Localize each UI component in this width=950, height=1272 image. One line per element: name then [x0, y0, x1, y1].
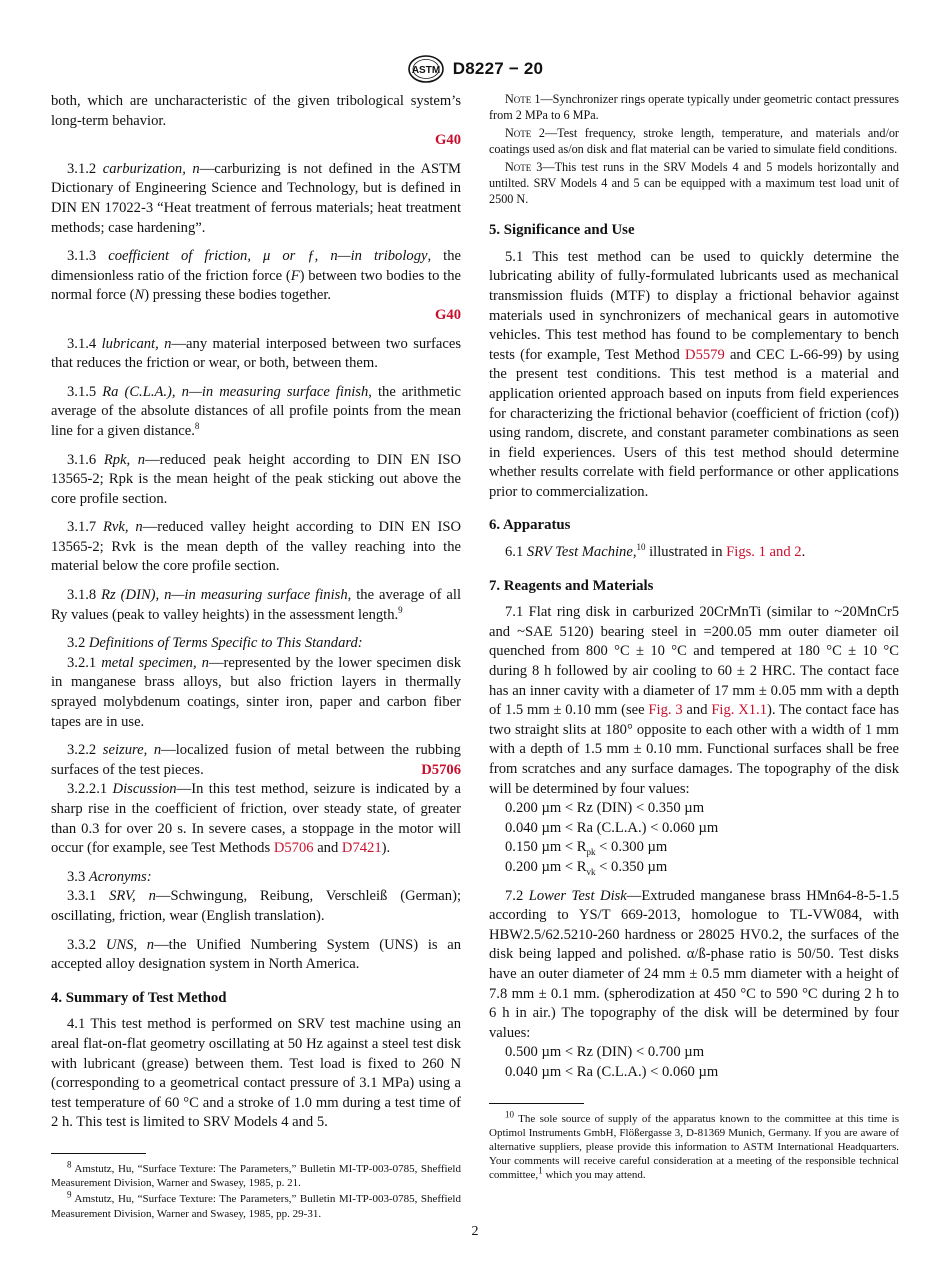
value-line: 0.150 $\mu m < R_{pk} < 0.300$ µm	[505, 839, 668, 858]
left-column	[51, 92, 461, 1223]
discussion-3-2-2-1: 3.2.2.1 Discussion—In this test method, seizure is indicated by a sharp rise in the coefficient of friction, over steady state, of greater than 0.3 for over 20 s. In severe cases, a stoppage in the motor will occur (for example, see Test Methods D5706 and D7421).	[51, 781, 462, 857]
logo-text: ASTM	[411, 65, 440, 76]
definition-3-3-1: 3.3.1 SRV, n—Schwingung, Reibung, Verschleiß (German); oscillating, friction, wear (English translation).	[51, 888, 461, 924]
figure-link-figs-1-2[interactable]: Figs. 1 and 2	[726, 544, 802, 561]
page-header	[0, 54, 950, 84]
section-heading-5: 5. Significance and Use	[489, 222, 635, 239]
figure-link-fig-3[interactable]: Fig. 3	[648, 702, 683, 719]
section-heading-6: 6. Apparatus	[489, 517, 571, 534]
definition-3-1-2: 3.1.2 carburization, n—carburizing is not defined in the ASTM Dictionary of Engineering Science and Technology, but is defined in DIN EN 17022-3 “Heat treatment of ferrous materials; heat treatment methods; case hardening”.	[51, 160, 462, 236]
reference-link-g40[interactable]: G40	[435, 306, 461, 323]
figure-link-fig-x1-1[interactable]: Fig. X1.1	[711, 702, 768, 719]
footnote-9: $^9$ Amstutz, Hu, “Surface Texture: The Parameters,” Bulletin MI-TP-003-0785, Sheffield Measurement Division, Warner and Swasey, 1985, pp. 29-31.	[51, 1189, 461, 1220]
value-line: 0.200 µm < Rz (DIN) < 0.350 µm	[505, 800, 705, 817]
reference-link-d5706[interactable]: D5706	[273, 840, 314, 857]
paragraph-5-1: 5.1 This test method can be used to quickly determine the lubricating ability of fully-formulated lubricants used as mechanical transmission fluids (MTF) to display a frictional behavior against materials used in synchronizers of mechanical gears in automotive vehicles. This test method has found to be complementary to bench tests (for example, Test Method D5579 and CEC L-66-99) by using the present test conditions. This test method is a material and application oriented approach based on inputs from field experiences for characterizing the frictional behavior (coefficient of friction (cof)) using random, discrete, and constant parameter combinations as seen in field experiences. Users of this test method should determine whether results correlate with field performance or other applications prior to commercialization.	[489, 248, 899, 500]
section-heading-7: 7. Reagents and Materials	[489, 577, 654, 594]
footnote-10: $^{10}$ The sole source of supply of the apparatus known to the committee at this time is Optimol Instruments GmbH, Flößergasse 3, D-81369 Munich, Germany. If you are aware of alternative suppliers, please provide this information to ASTM International Headquarters. Your comments will receive careful consideration at a meeting of the responsible technical committee,$^1$ which you may attend.	[489, 1108, 899, 1182]
value-line: 0.040 µm < Ra (C.L.A.) < 0.060 µm	[505, 1063, 719, 1080]
paragraph-4-1: 4.1 This test method is performed on SRV test machine using an areal flat-on-flat geometry oscillating at 50 Hz against a steel test disk with lubricant (grease) between them. Test load is fixed to 260 N (corresponding to a geometrical contact pressure of 3.1 MPa) using a test temperature of 60 °C and a stroke of 1.0 mm during a test time of 2 h. This test is limited to SRV Models 4 and 5.	[51, 1016, 461, 1131]
note-2: Note 2—Test frequency, stroke length, temperature, and materials and/or coatings used as/on disk and flat material can be varied to simulate field conditions.	[489, 126, 899, 156]
document-designation: D8227 − 20	[452, 59, 544, 78]
value-line: 0.200 $\mu m < R_{vk} < 0.350$ µm	[505, 858, 668, 877]
paragraph-7-2: 7.2 Lower Test Disk—Extruded manganese brass HMn64-8-5-1.5 according to YS/T 669-2013, homologue to TL-VW084, with HBW2.5/62.5210-260 hardness or 28025 HV0.2, the surfaces of the disk being lapped and polished. α/ß-phase ratio is 50/50. Test disks have an outer diameter of 24 mm ± 0.5 mm diameter with a height of 7.8 mm ± 0.1 mm. (spherodization at 450 °C to 590 °C during 2 h to 6 h in air.) The topography of the disk will be determined by four values:	[489, 887, 900, 1041]
section-3-2: 3.2 Definitions of Terms Specific to This Standard:	[67, 635, 363, 652]
astm-logo-icon	[407, 54, 445, 84]
footnote-8: $^8$ Amstutz, Hu, “Surface Texture: The Parameters,” Bulletin MI-TP-003-0785, Sheffield Measurement Division, Warner and Swasey, 1985, p. 21.	[51, 1159, 461, 1190]
reference-link-d7421[interactable]: D7421	[341, 840, 382, 857]
value-line: 0.500 µm < Rz (DIN) < 0.700 µm	[505, 1044, 705, 1061]
definition-3-2-2: 3.2.2 seizure, n—localized fusion of metal between the rubbing surfaces of the test pieces. D5706	[51, 741, 461, 780]
right-column	[489, 92, 899, 1185]
definition-3-1-8: 3.1.8 Rz (DIN), n—in measuring surface finish, the average of all Ry values (peak to valley heights) in the assessment length.$^9$	[51, 587, 461, 623]
definition-3-1-7: 3.1.7 Rvk, n—reduced valley height according to DIN EN ISO 13565-2; Rvk is the mean depth of the valley reaching into the material below the core profile section.	[51, 519, 461, 575]
definition-3-2-1: 3.2.1 metal specimen, n—represented by the lower specimen disk in manganese brass alloys, but also friction layers in thermally sprayed molybdenum coatings, sinter iron, paper and carbon fiber tapes are in use.	[51, 654, 461, 730]
reference-link-g40[interactable]: G40	[435, 132, 461, 149]
footnote-divider	[51, 1153, 146, 1154]
definition-3-1-3: 3.1.3 coefficient of friction, μ or ƒ, n—in tribology, the dimensionless ratio of the friction force (F) between two bodies to the normal force (N) pressing these bodies together. G40	[51, 247, 461, 325]
definition-3-1-4: 3.1.4 lubricant, n—any material interposed between two surfaces that reduces the friction or wear, or both, between them.	[51, 335, 462, 372]
paragraph-6-1: 6.1 SRV Test Machine,$^{10}$ illustrated in Figs. 1 and 2.	[505, 542, 806, 561]
definition-3-1-6: 3.1.6 Rpk, n—reduced peak height according to DIN EN ISO 13565-2; Rpk is the mean height of the peak sticking out above the core profile section.	[51, 451, 461, 507]
footnote-marker[interactable]: 10	[636, 542, 646, 553]
footnote-marker[interactable]: 8	[194, 421, 200, 432]
reference-link-d5579[interactable]: D5579	[685, 346, 725, 363]
value-line: 0.040 µm < Ra (C.L.A.) < 0.060 µm	[505, 819, 719, 836]
footnote-marker[interactable]: 9	[398, 604, 403, 615]
paragraph: both, which are uncharacteristic of the given tribological system’s long-term behavior. G40	[51, 92, 461, 151]
page-number: 2	[471, 1224, 479, 1239]
reference-link-d5706[interactable]: D5706	[421, 761, 461, 778]
footnote-divider	[489, 1103, 584, 1104]
definition-3-1-5: 3.1.5 Ra (C.L.A.), n—in measuring surface finish, the arithmetic average of the absolute distances of all profile points from the mean line for a given distance.$^8$	[51, 383, 461, 439]
note-1: Note 1—Synchronizer rings operate typically under geometric contact pressures from 2 MPa to 6 MPa.	[489, 92, 900, 122]
section-3-3: 3.3 Acronyms:	[67, 868, 152, 885]
section-heading-4: 4. Summary of Test Method	[51, 989, 227, 1006]
note-3: Note 3—This test runs in the SRV Models 4 and 5 models horizontally and untilted. SRV Models 4 and 5 can be equipped with a maximum test load unit of 2500 N.	[489, 160, 899, 206]
paragraph-7-1: 7.1 Flat ring disk in carburized 20CrMnTi (similar to ~20MnCr5 and ~SAE 5120) bearing steel in =200.05 mm outer diameter oil quenched from 800 °C ± 10 °C and tempered at 180 °C ± 10 °C during 8 h followed by air cooling to 60 ± 2 HRC. The contact face has an inner cavity with a diameter of 17 mm ± 0.05 mm with a depth of 1.5 mm ± 0.10 mm (see Fig. 3 and Fig. X1.1). The contact face has two straight slits at 180° opposite to each other with a width of 1 mm with a depth of 1.5 mm ± 0.10 mm. Functional surfaces shall be free from scratches and any surface damages. The topography of the disk will be determined by four values:	[489, 604, 900, 797]
definition-3-3-2: 3.3.2 UNS, n—the Unified Numbering System (UNS) is an accepted alloy designation system in North America.	[51, 936, 462, 973]
